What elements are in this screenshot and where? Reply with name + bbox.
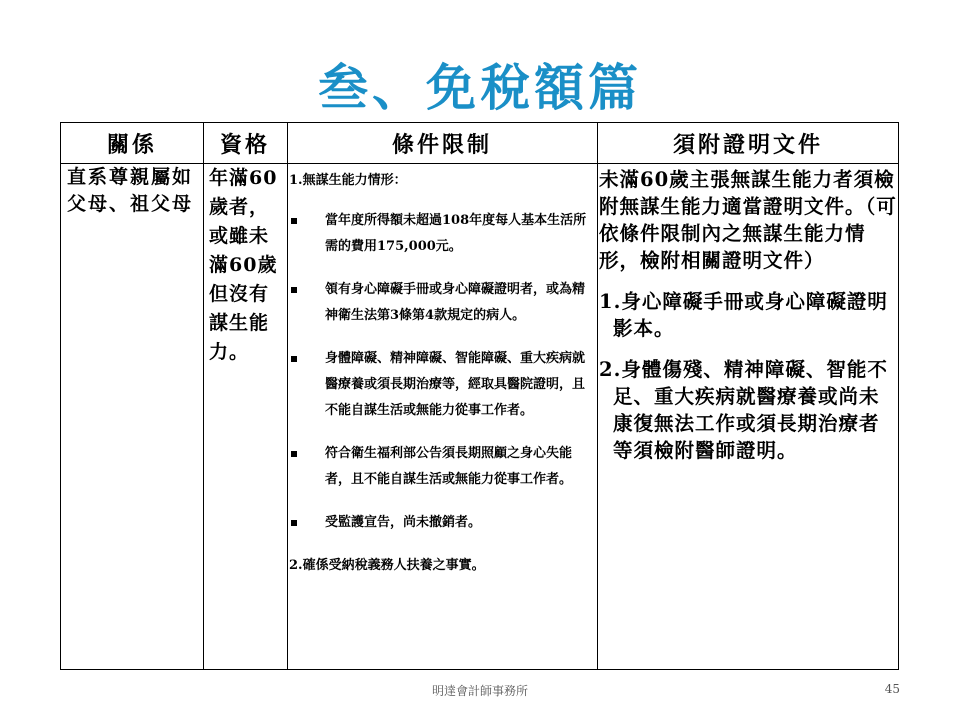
square-bullet-icon <box>291 287 297 293</box>
condition-text: 受監護宣告，尚未撤銷者。 <box>325 515 482 530</box>
condition-text: 身體障礙、精神障礙、智能障礙、重大疾病就醫療養或須長期治療等，經取具醫院證明，且不能自謀生活或無能力從事工作者。 <box>325 351 586 418</box>
page-number: 45 <box>884 682 900 696</box>
conditions-heading: 1.無謀生能力情形： <box>289 173 407 188</box>
qualification-cell: 年滿60歲者，或雖未滿60歲但沒有謀生能力。 <box>209 167 278 363</box>
header-conditions: 條件限制 <box>391 131 492 158</box>
footer-firm-name: 明達會計師事務所 <box>431 684 528 698</box>
square-bullet-icon <box>291 520 297 526</box>
exemption-table <box>60 122 899 670</box>
condition-text: 符合衛生福利部公告須長期照顧之身心失能者，且不能自謀生活或無能力從事工作者。 <box>325 446 573 487</box>
documents-cell <box>599 164 899 464</box>
document-item: 1.身心障礙手冊或身心障礙證明影本。 <box>599 290 888 340</box>
conditions-footer: 2.確係受納稅義務人扶養之事實。 <box>289 558 485 573</box>
square-bullet-icon <box>291 356 297 362</box>
column-divider <box>287 123 288 669</box>
header-qualification: 資格 <box>219 131 270 158</box>
condition-text: 領有身心障礙手冊或身心障礙證明者，或為精神衛生法第3條第4款規定的病人。 <box>325 282 586 323</box>
documents-intro: 未滿60歲主張無謀生能力者須檢附無謀生能力適當證明文件。（可依條件限制內之無謀生能力情形，檢附相關證明文件） <box>599 168 897 272</box>
relation-cell: 直系尊親屬如父母、祖父母 <box>67 166 194 215</box>
column-divider <box>597 123 598 669</box>
condition-item <box>289 208 597 260</box>
header-relation: 關係 <box>106 131 157 158</box>
square-bullet-icon <box>291 451 297 457</box>
condition-item <box>289 510 597 536</box>
header-documents: 須附證明文件 <box>672 131 823 158</box>
conditions-cell <box>289 164 597 579</box>
condition-item <box>289 441 597 493</box>
condition-text: 當年度所得額未超過108年度每人基本生活所需的費用175,000元。 <box>325 213 587 254</box>
column-divider <box>203 123 204 669</box>
condition-item <box>289 346 597 424</box>
condition-item <box>289 277 597 329</box>
document-item: 2.身體傷殘、精神障礙、智能不足、重大疾病就醫療養或尚未康復無法工作或須長期治療者等須檢附醫師證明。 <box>599 358 888 462</box>
square-bullet-icon <box>291 218 297 224</box>
slide-title: 叁、免稅額篇 <box>318 59 642 117</box>
